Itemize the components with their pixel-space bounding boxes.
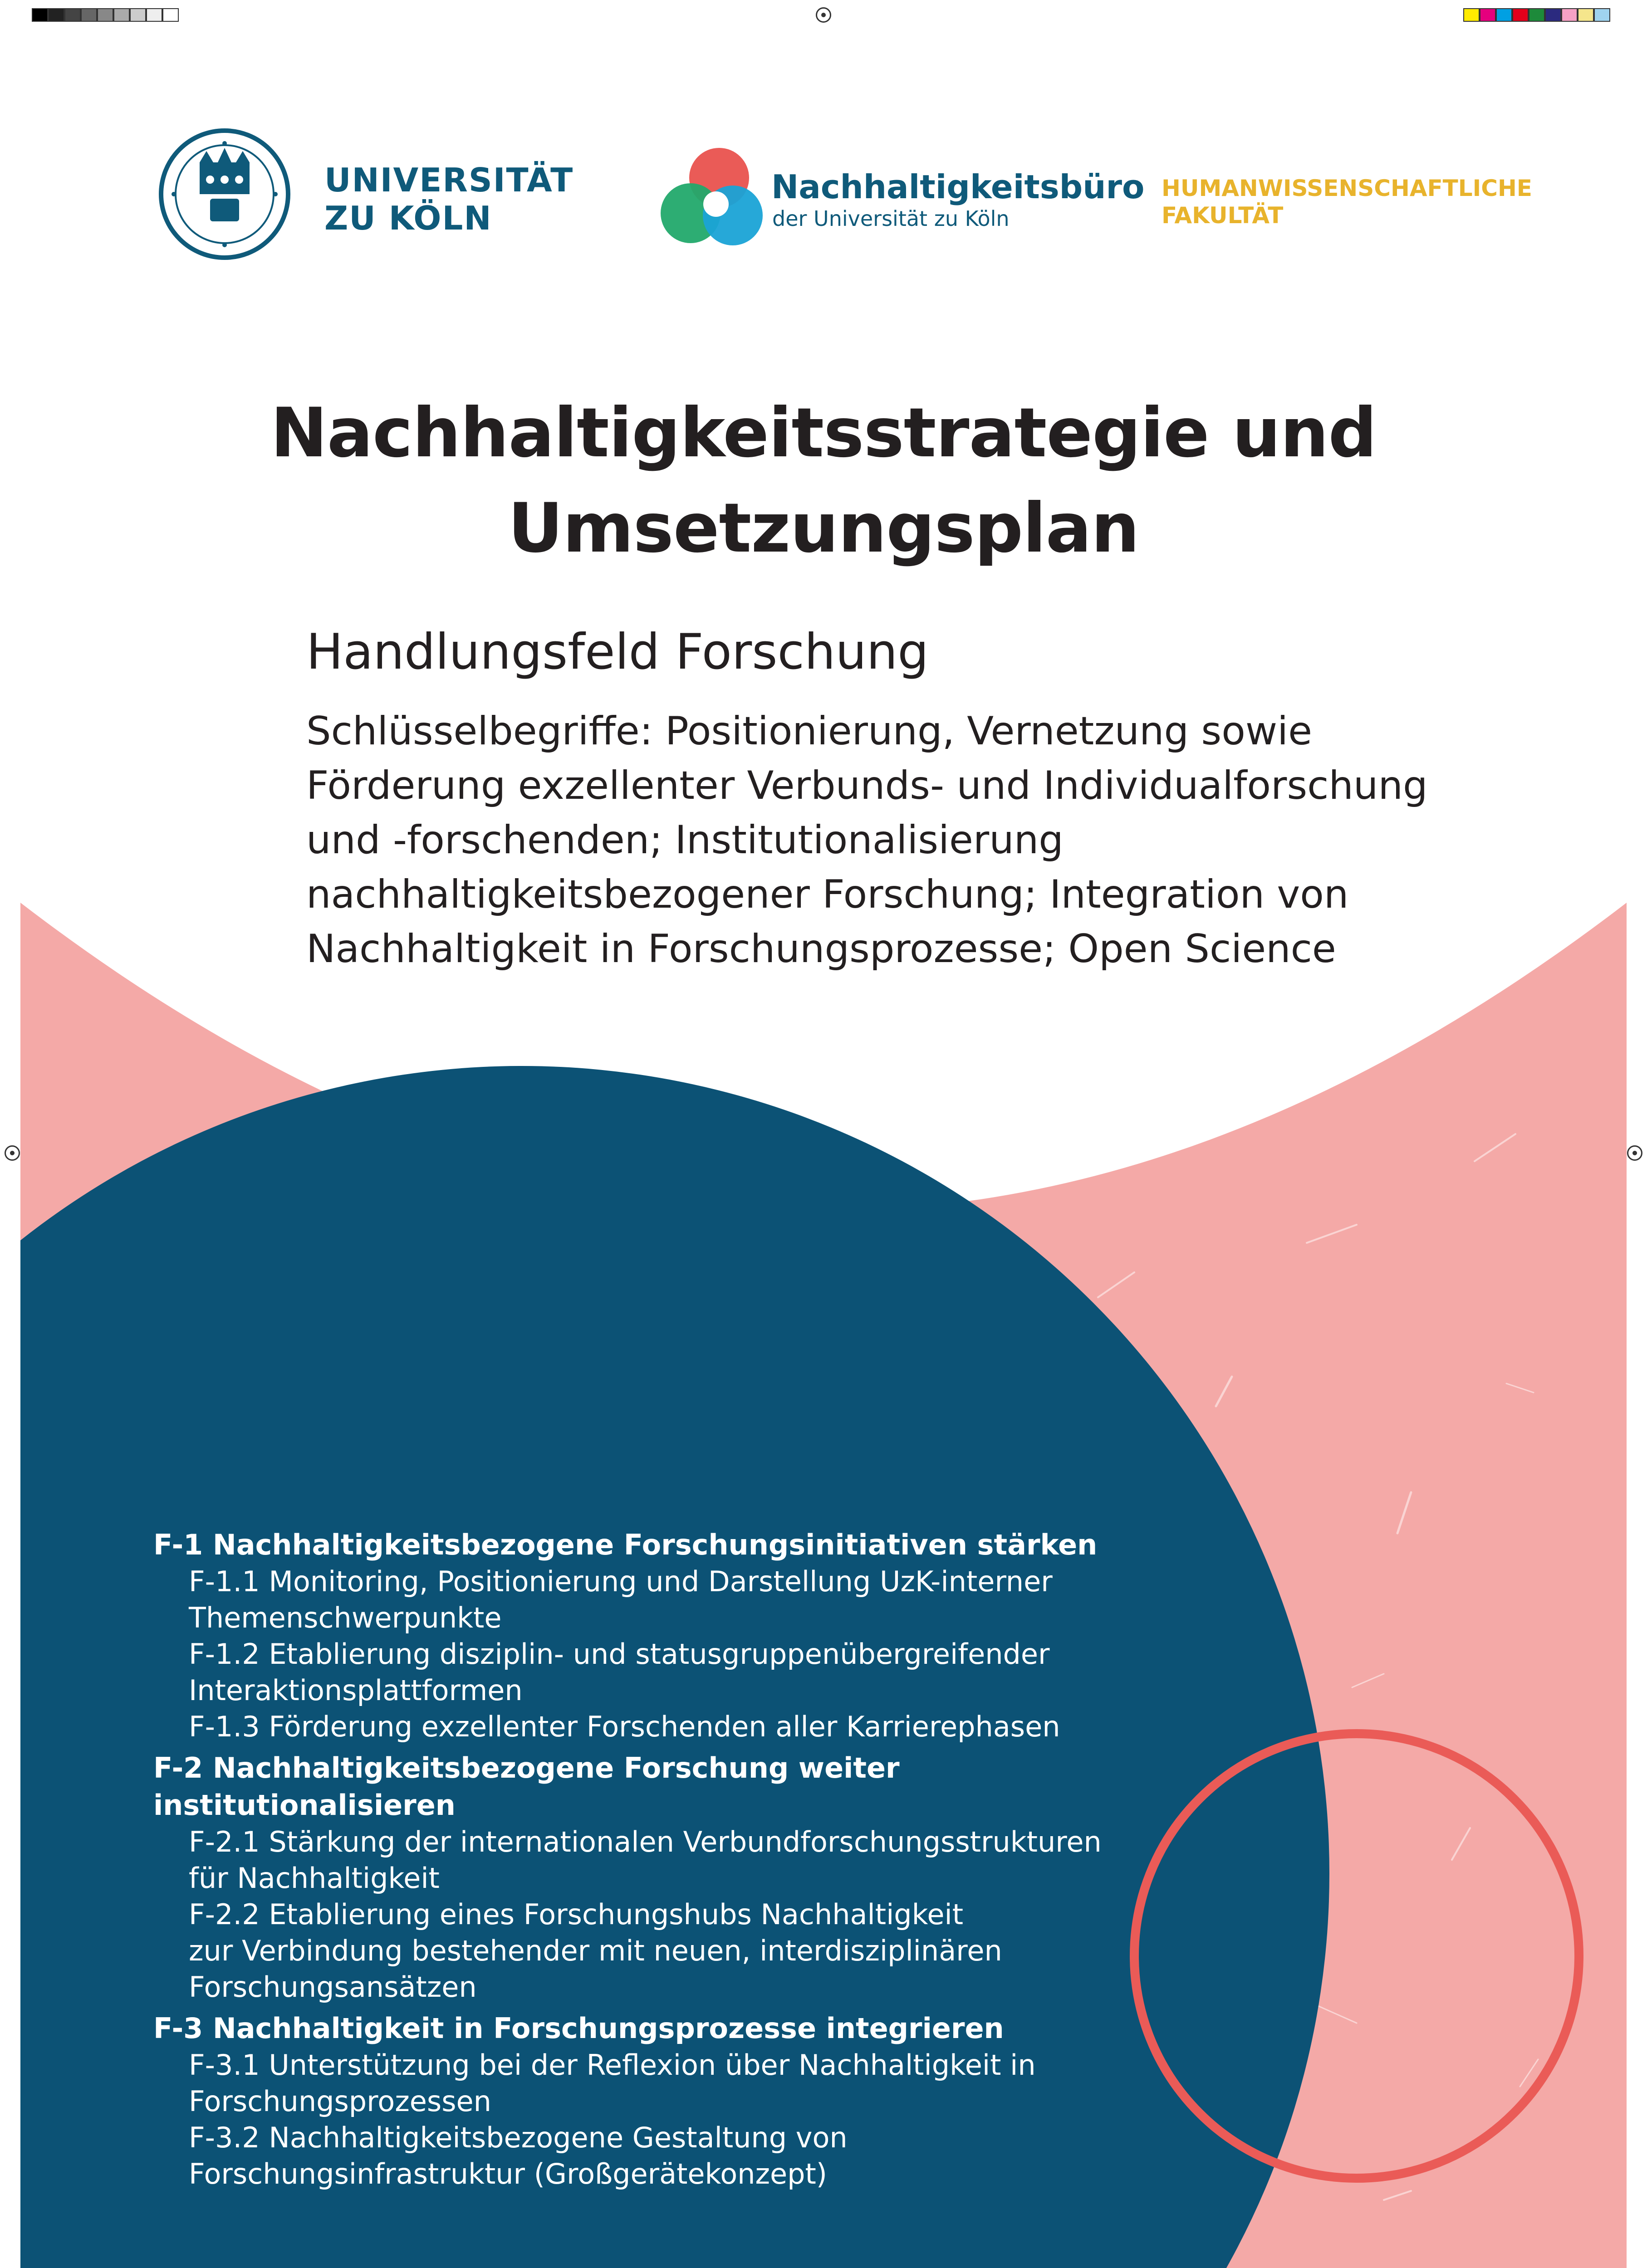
objective-item-line: Interaktionsplattformen: [189, 1674, 523, 1707]
university-wordmark: [324, 161, 574, 237]
objective-item-line: F-1.3 Förderung exzellenter Forschenden aller Karrierephasen: [189, 1710, 1060, 1743]
objectives-list: [153, 1526, 1197, 2197]
poster-title-line1: Nachhaltigkeitsstrategie und: [270, 394, 1377, 473]
objective-item-line: Themenschwerpunkte: [189, 1601, 502, 1634]
objective-item-line: F-1.2 Etablierung disziplin- und statusgruppenübergreifender: [189, 1637, 1050, 1671]
objective-item-line: Forschungsansätzen: [189, 1970, 477, 2004]
faculty-name-line1: HUMANWISSENSCHAFTLICHE: [1162, 175, 1532, 201]
objective-group-f1: [153, 1526, 1197, 1745]
university-name-line2: ZU KÖLN: [324, 199, 492, 237]
faculty-name: [1162, 175, 1532, 229]
objective-item: [153, 1709, 1197, 1745]
objective-item-line: F-2.2 Etablierung eines Forschungshubs Nachhaltigkeit: [189, 1898, 964, 1931]
objective-group-f3: [153, 2010, 1197, 2192]
objective-group-f2: [153, 1750, 1197, 2005]
objective-item: [153, 2047, 1197, 2120]
objective-title: F-1 Nachhaltigkeitsbezogene Forschungsinitiativen stärken: [153, 1528, 1098, 1561]
objective-item: [153, 2120, 1197, 2192]
objective-item: [153, 1897, 1197, 2005]
university-name-line1: UNIVERSITÄT: [324, 161, 574, 199]
keywords-line: und -forschenden; Institutionalisierung: [306, 817, 1064, 863]
objective-item-line: F-1.1 Monitoring, Positionierung und Darstellung UzK-interner: [189, 1565, 1053, 1598]
objective-item: [153, 1636, 1197, 1709]
objective-item-line: Forschungsinfrastruktur (Großgerätekonzept): [189, 2157, 827, 2190]
objective-item-line: Forschungsprozessen: [189, 2085, 491, 2118]
objective-item: [153, 1824, 1197, 1897]
objective-item: [153, 1564, 1197, 1636]
objective-item-line: F-2.1 Stärkung der internationalen Verbundforschungsstrukturen: [189, 1825, 1102, 1858]
keywords-paragraph: [306, 704, 1531, 976]
objective-title: F-2 Nachhaltigkeitsbezogene Forschung weiter institutionalisieren: [153, 1751, 900, 1822]
objective-item-line: F-3.2 Nachhaltigkeitsbezogene Gestaltung von: [189, 2121, 848, 2154]
poster-title: [0, 386, 1647, 576]
keywords-line: Nachhaltigkeit in Forschungsprozesse; Open Science: [306, 926, 1336, 972]
field-heading: Handlungsfeld Forschung: [306, 624, 929, 680]
keywords-line: nachhaltigkeitsbezogener Forschung; Integration von: [306, 872, 1349, 917]
sustainability-office-name: Nachhaltigkeitsbüro: [771, 168, 1145, 206]
faculty-name-line2: FAKULTÄT: [1162, 202, 1284, 229]
sustainability-office-subtitle: der Universität zu Köln: [772, 206, 1010, 231]
objective-item-line: F-3.1 Unterstützung bei der Reflexion über Nachhaltigkeit in: [189, 2048, 1036, 2082]
objective-item-line: zur Verbindung bestehender mit neuen, interdisziplinären: [189, 1934, 1002, 1967]
poster-title-line2: Umsetzungsplan: [508, 489, 1139, 568]
keywords-line: Förderung exzellenter Verbunds- und Individualforschung: [306, 763, 1428, 808]
keywords-line: Schlüsselbegriffe: Positionierung, Vernetzung sowie: [306, 709, 1312, 754]
university-seal-logo: [157, 126, 293, 262]
objective-item-line: für Nachhaltigkeit: [189, 1862, 440, 1895]
sustainability-office-logo: [658, 145, 767, 249]
objective-title: F-3 Nachhaltigkeit in Forschungsprozesse integrieren: [153, 2012, 1004, 2045]
